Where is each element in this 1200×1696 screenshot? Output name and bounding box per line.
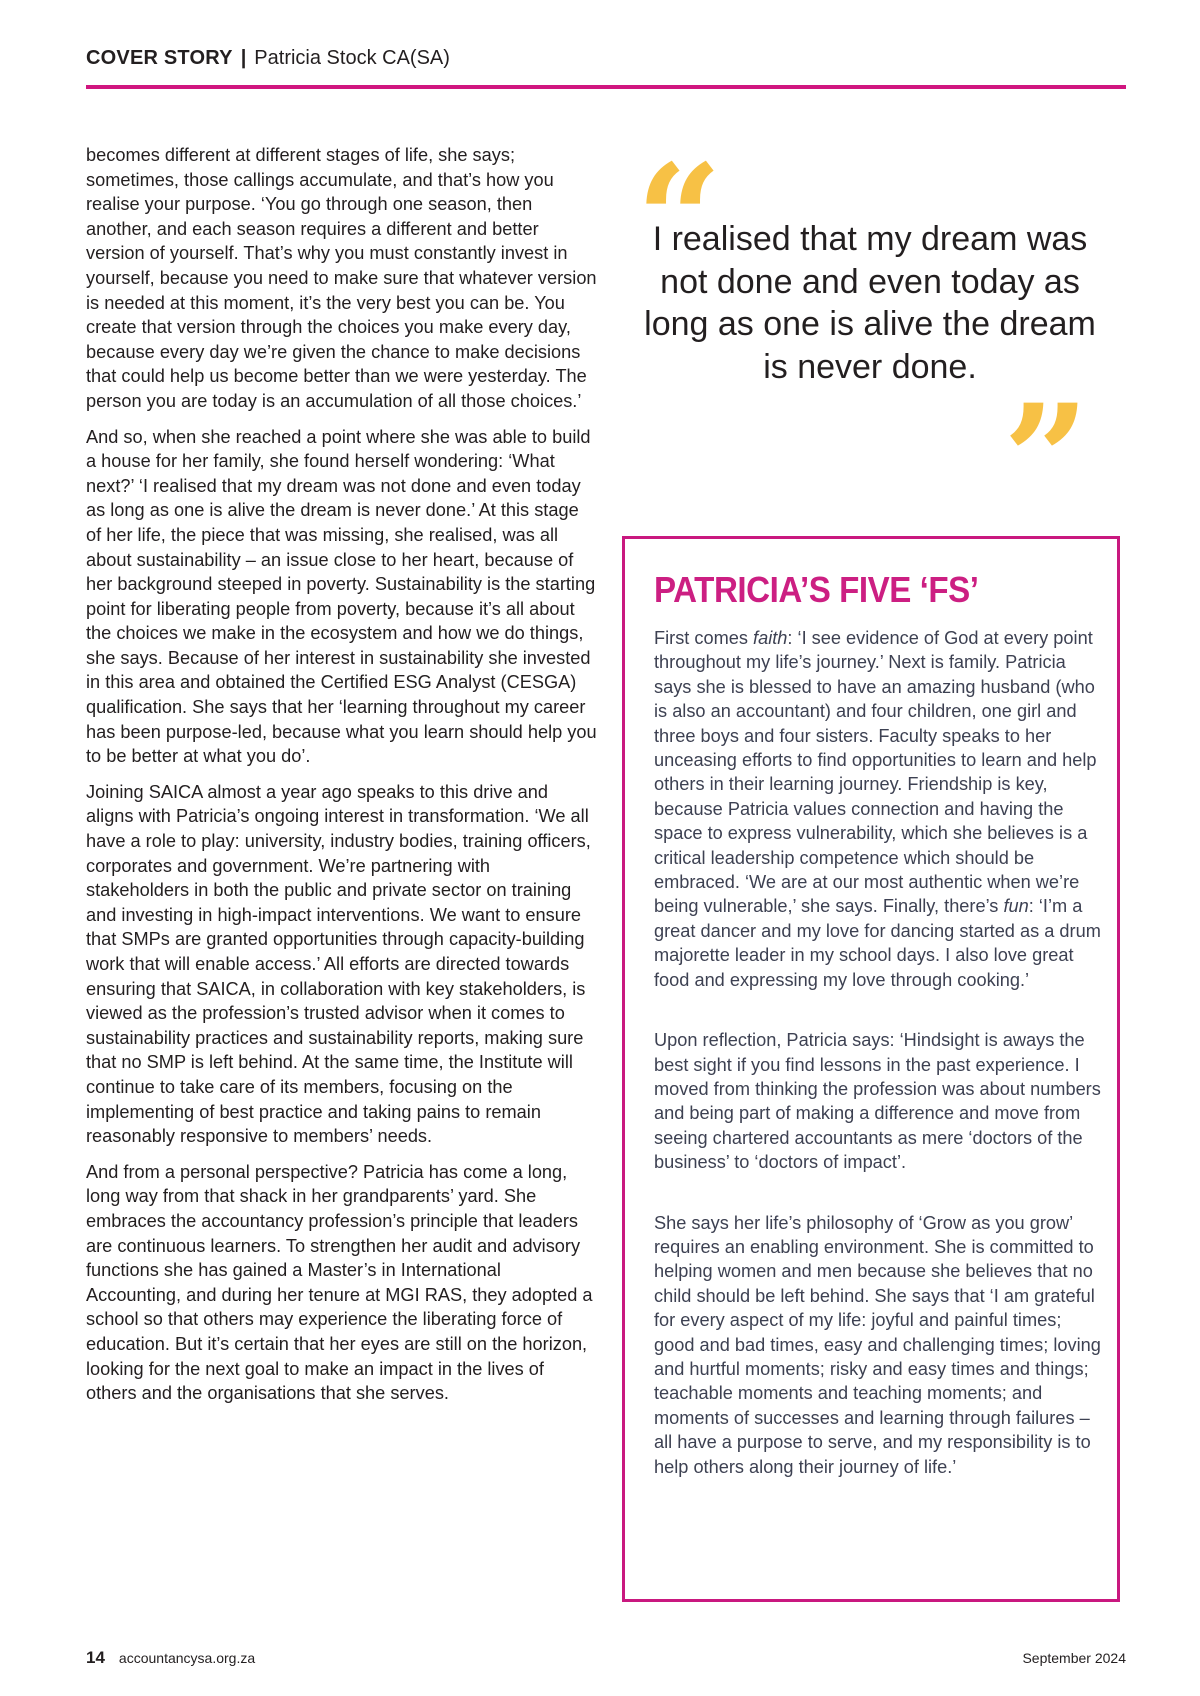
body-paragraph: Joining SAICA almost a year ago speaks to this drive and aligns with Patricia’s ongoing interest in transformation. ‘We all have a role to play: university, industry bodies, training officers, corporates and government. We’re partnering with stakeholders in both the public and private sector on training and investing in high-impact interventions. We want to ensure that SMPs are granted opportunities through capacity-building work that will enable access.’ All efforts are directed towards ensuring that SAICA, in collaboration with key stakeholders, is viewed as the profession’s trusted advisor when it comes to sustainability practices and sustainability reports, making sure that no SMP is left behind. At the same time, the Institute will continue to take care of its members, focusing on the implementing of best practice and taking pains to remain reasonably responsive to members’ needs. — [86, 781, 591, 1147]
left-column — [86, 143, 598, 1417]
sidebar-body — [654, 626, 1104, 1515]
footer-date: September 2024 — [1022, 1650, 1126, 1666]
text-run: : ‘I’m a great dancer and my love for dancing started as a drum majorette leader in my school days. I also love great food and expressing my love through cooking.’ — [654, 896, 1101, 990]
header-separator: | — [240, 47, 247, 69]
header-rule — [86, 85, 1126, 89]
running-header — [86, 46, 1126, 70]
sidebar-paragraph: She says her life’s philosophy of ‘Grow as you grow’ requires an enabling environment. She is committed to helping women and men because she believes that no child should be left behind. She says that ‘I am grateful for every aspect of my life: joyful and painful times; good and bad times, easy and challenging times; loving and hurtful moments; risky and easy times and things; teachable moments and teaching moments; and moments of successes and learning through failures – all have a purpose to serve, and my responsibility is to help others along their journey of life.’ — [654, 1212, 1101, 1477]
open-quote-icon: “ — [636, 132, 723, 308]
body-paragraph: And so, when she reached a point where she was able to build a house for her family, she found herself wondering: ‘What next?’ ‘I realised that my dream was not done and even today as long as one is alive the dream is never done.’ At this stage of her life, the piece that was missing, she realised, was all about sustainability – an issue close to her heart, because of her background steeped in poverty. Sustainability is the starting point for liberating people from poverty, because it’s all about the choices we make in the ecosystem and how we do things, she says. Because of her interest in sustainability she invested in this area and obtained the Certified ESG Analyst (CESGA) qualification. She says that her ‘learning throughout my career has been purpose-led, because what you learn should help you to be better at what you do’. — [86, 426, 597, 767]
footer-website: accountancysa.org.za — [118, 1650, 256, 1666]
pull-quote: I realised that my dream was not done and even today as long as one is alive the dream is never done. — [644, 220, 1096, 386]
sidebar-paragraph: Upon reflection, Patricia says: ‘Hindsight is aways the best sight if you find lessons in the past experience. I moved from thinking the profession was about numbers and being part of making a difference and move from seeing chartered accountants as mere ‘doctors of the business’ to ‘doctors of impact’. — [654, 1030, 1101, 1173]
header-subject: Patricia Stock CA(SA) — [254, 47, 450, 69]
text-run: First comes — [654, 628, 754, 648]
body-paragraph: And from a personal perspective? Patricia has come a long, long way from that shack in her grandparents’ yard. She embraces the accountancy profession’s principle that leaders are continuous learners. To strengthen her audit and advisory functions she has gained a Master’s in International Accounting, and during her tenure at MGI RAS, they adopted a school so that others may experience the liberating force of education. But it’s certain that her eyes are still on the horizon, looking for the next goal to make an impact in the lives of others and the organisations that she serves. — [86, 1161, 593, 1404]
page-number: 14 — [86, 1648, 105, 1667]
page-footer — [86, 1648, 1126, 1668]
body-paragraph: becomes different at different stages of life, she says; sometimes, those callings accumulate, and that’s how you realise your purpose. ‘You go through one season, then another, and each season requires a different and better version of yourself. That’s why you must constantly invest in yourself, because you need to make sure that whatever version is needed at this moment, it’s the very best you can be. You create that version through the choices you make every day, because every day we’re given the chance to make decisions that could help us become better than we were yesterday. The person you are today is an accumulation of all those choices.’ — [86, 145, 597, 411]
emphasis-fun: fun — [1003, 896, 1029, 917]
close-quote-icon: ” — [1003, 372, 1090, 548]
text-run: : ‘I see evidence of God at every point throughout my life’s journey.’ Next is family. Patricia says she is blessed to have an amazing husband (who is also an accountant) and four children, one girl and three boys and four sisters. Faculty speaks to her unceasing efforts to find opportunities to learn and help others in their learning journey. Friendship is key, because Patricia values connection and having the space to express vulnerability, which she believes is a critical leadership competence which should be embraced. ‘We are at our most authentic when we’re being vulnerable,’ she says. Finally, there’s — [654, 628, 1097, 917]
sidebar-title: PATRICIA’S FIVE ‘FS’ — [654, 569, 979, 610]
section-label: COVER STORY — [86, 47, 233, 69]
sidebar-paragraph — [654, 626, 1104, 992]
emphasis-faith: faith — [753, 628, 788, 648]
